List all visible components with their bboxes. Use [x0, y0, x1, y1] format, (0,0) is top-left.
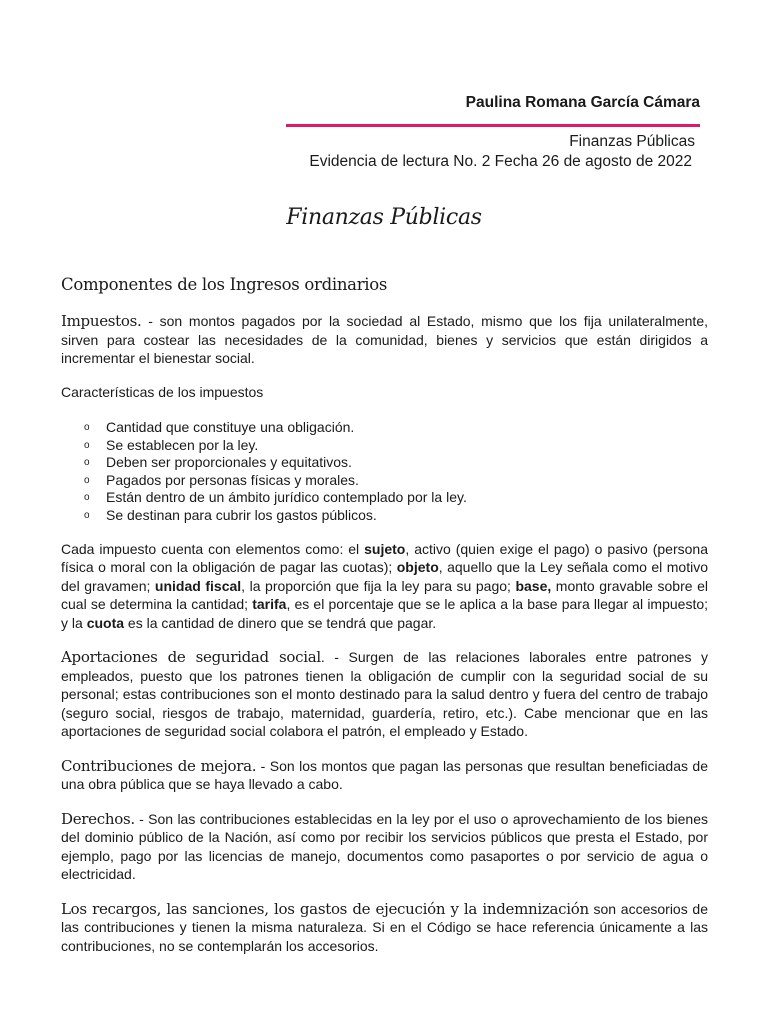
document-body: [61, 275, 708, 955]
term-tarifa: tarifa: [252, 596, 287, 613]
derechos-lead: Derechos.: [61, 809, 135, 828]
bullet-icon: o: [84, 474, 90, 486]
list-item: o Pagados por personas físicas y morales.: [84, 471, 359, 488]
derechos-paragraph: Derechos. - Son las contribuciones establecidas en la ley por el uso o aprovechamiento de los bienes del dominio público de la Nación, así como por recibir los servicios públicos que presta el Estado, por ejemplo, pago por las licencias de manejo, documentos como pasaportes o por servicio de agua o electricidad.: [61, 809, 708, 883]
document-title: Finanzas Públicas: [286, 205, 482, 230]
bullet-icon: o: [84, 457, 90, 469]
term-objeto: objeto: [396, 559, 439, 576]
list-item: o Están dentro de un ámbito jurídico contemplado por la ley.: [84, 489, 467, 506]
impuestos-separator: -: [141, 313, 153, 329]
impuestos-paragraph: [61, 312, 708, 368]
impuestos-lead: Impuestos.: [61, 312, 142, 330]
bullet-icon: o: [84, 509, 90, 521]
caracteristicas-list: [61, 419, 708, 525]
elementos-paragraph: Cada impuesto cuenta con elementos como: el sujeto, activo (quien exige el pago) o pasivo (persona física o moral con la obligación de pagar las cuotas); objeto, aquello que la Ley señala como el motivo del gravamen; unidad fiscal, la proporción que fija la ley para su pago; base, monto gravable sobre el cual se determina la cantidad; tarifa, es el porcentaje que se le aplica a la base para llegar al impuesto; y la cuota es la cantidad de dinero que se tendrá que pagar.: [61, 540, 709, 631]
list-item: o Se destinan para cubrir los gastos públicos.: [84, 506, 377, 523]
course-name: Finanzas Públicas: [569, 133, 695, 150]
evidence-line: Evidencia de lectura No. 2 Fecha 26 de agosto de 2022: [309, 153, 692, 170]
aportaciones-paragraph: Aportaciones de seguridad social. - Surgen de las relaciones laborales entre patrones y empleados, puesto que los patrones tienen la obligación de cumplir con la seguridad social de su personal; estas contribuciones son el monto destinado para la salud dentro y fuera del centro de trabajo (seguro social, riesgos de trabajo, maternidad, guardería, retiro, etc.). Cabe mencionar que en las aportaciones de seguridad social colabora el patrón, el empleado y Estado.: [61, 648, 708, 740]
contribuciones-lead: Contribuciones de mejora.: [61, 756, 257, 775]
term-base: base,: [515, 577, 552, 594]
bullet-icon: o: [84, 439, 90, 451]
contribuciones-paragraph: Contribuciones de mejora. - Son los montos que pagan las personas que resultan beneficiadas de una obra pública que se haya llevado a cabo.: [61, 756, 709, 793]
list-item: o Cantidad que constituye una obligación.: [84, 419, 355, 435]
term-cuota: cuota: [86, 614, 125, 631]
list-item: o Deben ser proporcionales y equitativos.: [84, 454, 352, 471]
bullet-icon: o: [84, 422, 90, 433]
bullet-icon: o: [84, 492, 90, 504]
section-heading: Componentes de los Ingresos ordinarios: [61, 275, 388, 294]
term-unidad-fiscal: unidad fiscal: [154, 577, 242, 594]
recargos-paragraph: Los recargos, las sanciones, los gastos de ejecución y la indemnización son accesorios de las contribuciones y tienen la misma naturaleza. Si en el Código se hace referencia únicamente a las contribuciones, no se contemplarán los accesorios.: [61, 899, 708, 954]
header-accent-rule: [286, 124, 700, 127]
caracteristicas-heading: Características de los impuestos: [61, 383, 264, 400]
term-sujeto: sujeto: [364, 540, 406, 557]
author-name: Paulina Romana García Cámara: [465, 94, 700, 111]
aportaciones-lead: Aportaciones de seguridad social: [61, 648, 321, 667]
recargos-lead: Los recargos, las sanciones, los gastos de ejecución y la indemnización: [61, 899, 589, 918]
list-item: o Se establecen por la ley.: [84, 436, 259, 453]
impuestos-text: son montos pagados por la sociedad al Estado, mismo que los fija unilateralmente, sirven para costear las necesidades de la comunidad, bienes y servicios que están dirigidos a incrementar el bienestar social.: [61, 313, 708, 366]
